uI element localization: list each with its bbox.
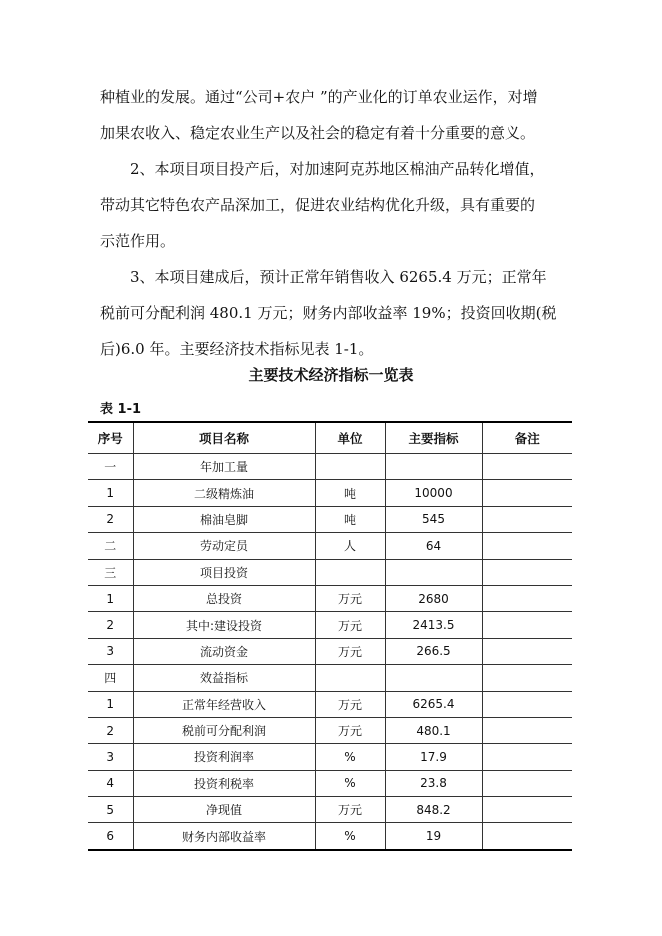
cell-index: 2 (88, 612, 133, 638)
cell-item-name: 财务内部收益率 (133, 823, 315, 850)
cell-unit: 人 (315, 533, 385, 559)
cell-item-name: 年加工量 (133, 454, 315, 480)
cell-index: 3 (88, 744, 133, 770)
cell-unit (315, 559, 385, 585)
cell-remark (482, 665, 572, 691)
cell-remark (482, 612, 572, 638)
cell-unit: 万元 (315, 691, 385, 717)
cell-unit (315, 665, 385, 691)
paragraph-line: 3、本项目建成后，预计正常年销售收入 6265.4 万元；正常年 (130, 268, 547, 286)
cell-index: 1 (88, 691, 133, 717)
cell-index: 2 (88, 717, 133, 743)
header-item-name: 项目名称 (133, 422, 315, 454)
cell-unit: 万元 (315, 585, 385, 611)
cell-unit: 吨 (315, 480, 385, 506)
cell-index: 1 (88, 480, 133, 506)
paragraph-line: 示范作用。 (100, 232, 176, 250)
cell-unit: 吨 (315, 506, 385, 532)
cell-remark (482, 506, 572, 532)
table-row (88, 480, 572, 506)
cell-value (385, 665, 482, 691)
cell-remark (482, 744, 572, 770)
cell-value: 6265.4 (385, 691, 482, 717)
cell-item-name: 流动资金 (133, 638, 315, 664)
table-row (88, 559, 572, 585)
cell-item-name: 投资利润率 (133, 744, 315, 770)
cell-item-name: 项目投资 (133, 559, 315, 585)
table-row (88, 585, 572, 611)
cell-item-name: 税前可分配利润 (133, 717, 315, 743)
cell-unit: 万元 (315, 612, 385, 638)
table-row (88, 744, 572, 770)
cell-unit: 万元 (315, 717, 385, 743)
cell-index: 四 (88, 665, 133, 691)
table-row (88, 717, 572, 743)
cell-index: 4 (88, 770, 133, 796)
table-row (88, 506, 572, 532)
cell-index: 6 (88, 823, 133, 850)
table-label: 表 1-1 (100, 402, 142, 417)
table-row (88, 454, 572, 480)
cell-remark (482, 770, 572, 796)
cell-remark (482, 585, 572, 611)
cell-item-name: 效益指标 (133, 665, 315, 691)
table-row (88, 533, 572, 559)
cell-item-name: 总投资 (133, 585, 315, 611)
header-main-indicator: 主要指标 (385, 422, 482, 454)
cell-remark (482, 717, 572, 743)
cell-remark (482, 797, 572, 823)
table-row (88, 612, 572, 638)
cell-value: 10000 (385, 480, 482, 506)
paragraph-line: 2、本项目项目投产后，对加速阿克苏地区棉油产品转化增值， (130, 160, 545, 178)
cell-index: 一 (88, 454, 133, 480)
table-row (88, 691, 572, 717)
paragraph-line: 后)6.0 年。主要经济技术指标见表 1-1。 (100, 340, 374, 358)
cell-item-name: 其中:建设投资 (133, 612, 315, 638)
cell-unit: % (315, 744, 385, 770)
cell-value: 64 (385, 533, 482, 559)
cell-index: 3 (88, 638, 133, 664)
cell-value: 17.9 (385, 744, 482, 770)
cell-unit: % (315, 770, 385, 796)
cell-value (385, 559, 482, 585)
cell-remark (482, 454, 572, 480)
paragraph-3 (100, 259, 578, 367)
cell-index: 三 (88, 559, 133, 585)
cell-remark (482, 638, 572, 664)
cell-value: 848.2 (385, 797, 482, 823)
cell-remark (482, 533, 572, 559)
cell-remark (482, 823, 572, 850)
cell-remark (482, 559, 572, 585)
paragraph-line: 税前可分配利润 480.1 万元；财务内部收益率 19%；投资回收期(税 (100, 304, 557, 322)
cell-item-name: 正常年经营收入 (133, 691, 315, 717)
cell-value: 545 (385, 506, 482, 532)
cell-remark (482, 480, 572, 506)
cell-item-name: 二级精炼油 (133, 480, 315, 506)
paragraph-line: 加果农收入、稳定农业生产以及社会的稳定有着十分重要的意义。 (100, 124, 536, 142)
table-row (88, 770, 572, 796)
cell-value (385, 454, 482, 480)
table-row (88, 823, 572, 850)
cell-index: 1 (88, 585, 133, 611)
cell-item-name: 净现值 (133, 797, 315, 823)
cell-item-name: 棉油皂脚 (133, 506, 315, 532)
table-row (88, 638, 572, 664)
table-title: 主要技术经济指标一览表 (248, 366, 414, 384)
cell-item-name: 劳动定员 (133, 533, 315, 559)
table-row (88, 797, 572, 823)
cell-unit: % (315, 823, 385, 850)
header-unit: 单位 (315, 422, 385, 454)
cell-index: 5 (88, 797, 133, 823)
cell-value: 480.1 (385, 717, 482, 743)
header-index: 序号 (88, 422, 133, 454)
paragraph-line: 种植业的发展。通过“公司+农户 ”的产业化的订单农业运作，对增 (100, 88, 538, 106)
paragraph-2 (100, 151, 578, 259)
cell-unit: 万元 (315, 638, 385, 664)
table-header-row (88, 422, 572, 454)
cell-unit (315, 454, 385, 480)
cell-value: 23.8 (385, 770, 482, 796)
cell-unit: 万元 (315, 797, 385, 823)
table-row (88, 665, 572, 691)
paragraph-line: 带动其它特色农产品深加工，促进农业结构优化升级，具有重要的 (100, 196, 536, 214)
indicators-table (88, 421, 572, 851)
cell-value: 2680 (385, 585, 482, 611)
header-remark: 备注 (482, 422, 572, 454)
cell-value: 2413.5 (385, 612, 482, 638)
cell-index: 2 (88, 506, 133, 532)
cell-value: 19 (385, 823, 482, 850)
cell-value: 266.5 (385, 638, 482, 664)
cell-index: 二 (88, 533, 133, 559)
cell-item-name: 投资利税率 (133, 770, 315, 796)
cell-remark (482, 691, 572, 717)
paragraph-1 (100, 79, 578, 151)
